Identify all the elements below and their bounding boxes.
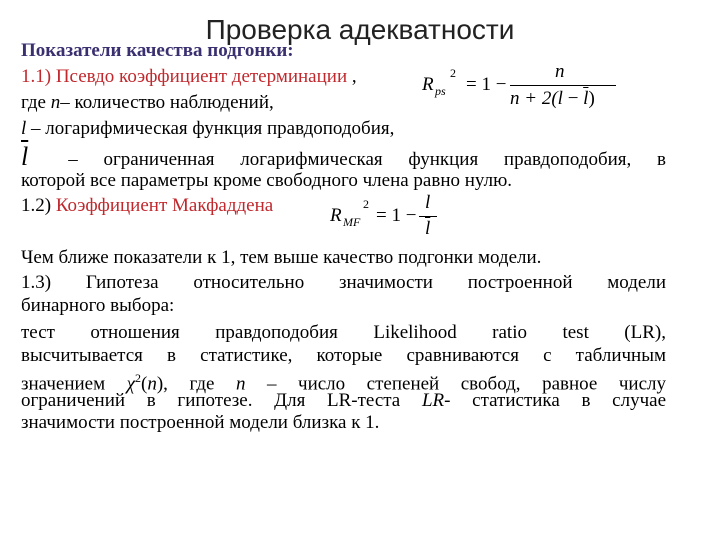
mf-fraction-bar [419,216,437,217]
mcfadden-formula [330,190,450,246]
chi-symbol: χ [126,373,136,395]
lr-test-line-2: высчитывается в статистике, которые сравниваются с табличным [21,345,666,366]
lbar-symbol: $\overline{l}$ [21,142,29,171]
item-1-3-line-1: 1.3) Гипотеза относительно значимости построенной модели [21,272,666,293]
mf-numerator: l [425,192,431,213]
mf-equals: = 1 − [376,205,417,226]
lr-test-line-5: значимости построенной модели близка к 1. [21,412,380,433]
mf-subscript: MF [343,215,361,229]
item-1-1-tail: , [347,66,357,87]
item-1-2-prefix: 1.2) [21,195,56,216]
pseudo-r2-lhs: R [422,74,434,95]
lr-test-line-3: значением $\chi^2(n)$, где n – число степеней свобод, равное числу [21,371,666,395]
mf-denominator: $\overline{l}$ [425,218,431,239]
where-n-line: где n– количество наблюдений, [21,92,274,113]
pseudo-r2-denominator: $n + 2(l - \overline{l})$ [510,88,595,109]
pseudo-r2-equals: = 1 − [466,74,507,95]
where-lbar-line: $\overline{l}$ – ограниченная логарифмическая функция правдоподобия, в [21,142,666,171]
mf-lhs: R [330,205,342,226]
where-l-line: l – логарифмическая функция правдоподобия, [21,118,395,139]
pseudo-r2-fraction-bar [510,85,616,86]
item-1-3-line-2: бинарного выбора: [21,295,175,316]
pseudo-r2-subscript: ps [435,84,446,98]
pseudo-r2-numerator: n [555,61,565,82]
item-1-1-label: 1.1) Псевдо коэффициент детерминации [21,66,348,87]
section-heading: Показатели качества подгонки: [21,40,294,61]
paragraph-closer-better: Чем ближе показатели к 1, тем выше качество подгонки модели. [21,247,542,268]
item-1-2-label: Коэффициент Макфаддена [55,195,274,216]
pseudo-r2-superscript: 2 [450,66,456,80]
lr-test-line-1: тест отношения правдоподобия Likelihood ratio test (LR), [21,322,666,343]
mf-superscript: 2 [363,197,369,211]
lr-test-line-4: ограничений в гипотезе. Для LR-теста LR- статистика в случае [21,390,667,411]
slide-title: Проверка адекватности [205,14,515,45]
where-lbar-line-2: которой все параметры кроме свободного члена равно нулю. [21,170,513,191]
